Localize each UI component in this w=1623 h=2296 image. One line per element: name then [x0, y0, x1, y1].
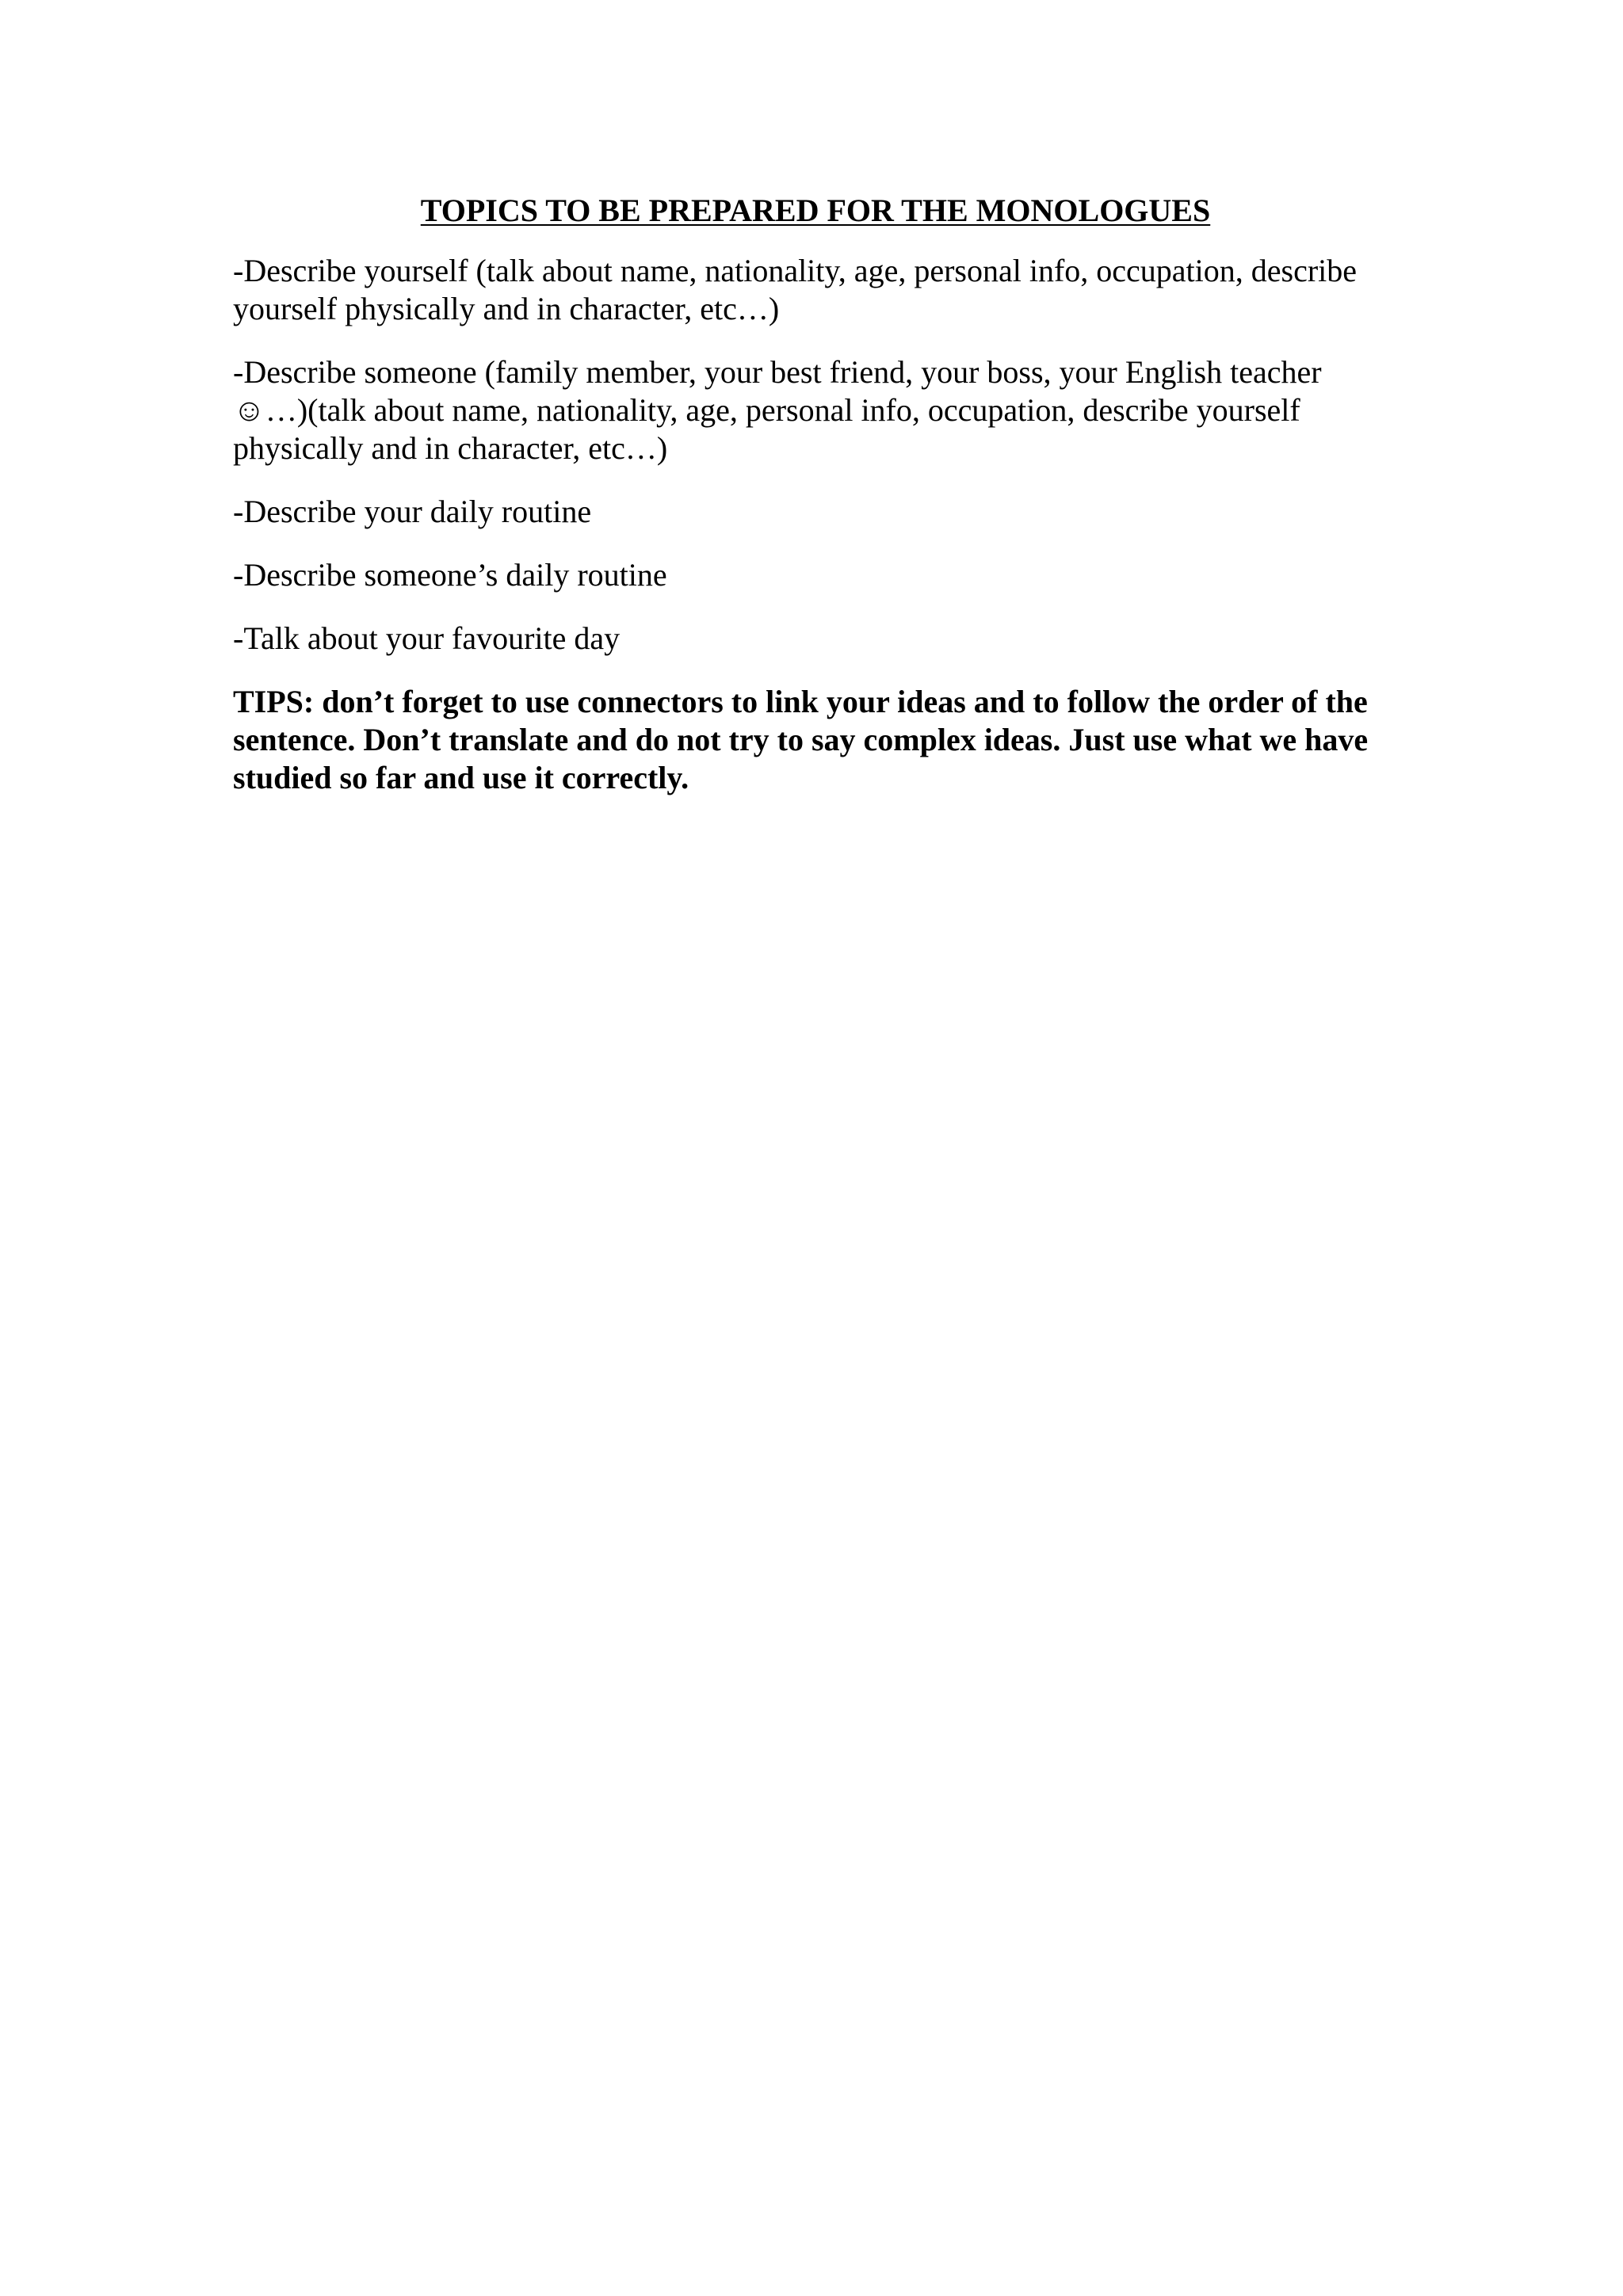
tips-paragraph: TIPS: don’t forget to use connectors to link your ideas and to follow the order of the sentence. Don’t translate and do not try to say complex ideas. Just use what we have studied so far and use it correctly.: [233, 684, 1369, 795]
topic-describe-someone: -Describe someone (family member, your best friend, your boss, your English teacher ☺…)(talk about name, nationality, age, personal info, occupation, describe yourself physically and in character, etc…): [233, 354, 1322, 466]
document-title: TOPICS TO BE PREPARED FOR THE MONOLOGUES: [420, 193, 1211, 228]
topic-someones-daily-routine: -Describe someone’s daily routine: [233, 557, 667, 593]
topic-favourite-day: -Talk about your favourite day: [233, 620, 621, 656]
topic-describe-yourself: -Describe yourself (talk about name, nationality, age, personal info, occupation, describe yourself physically and in character, etc…): [233, 253, 1358, 326]
topic-daily-routine: -Describe your daily routine: [233, 494, 592, 529]
document-content: [233, 190, 1398, 797]
